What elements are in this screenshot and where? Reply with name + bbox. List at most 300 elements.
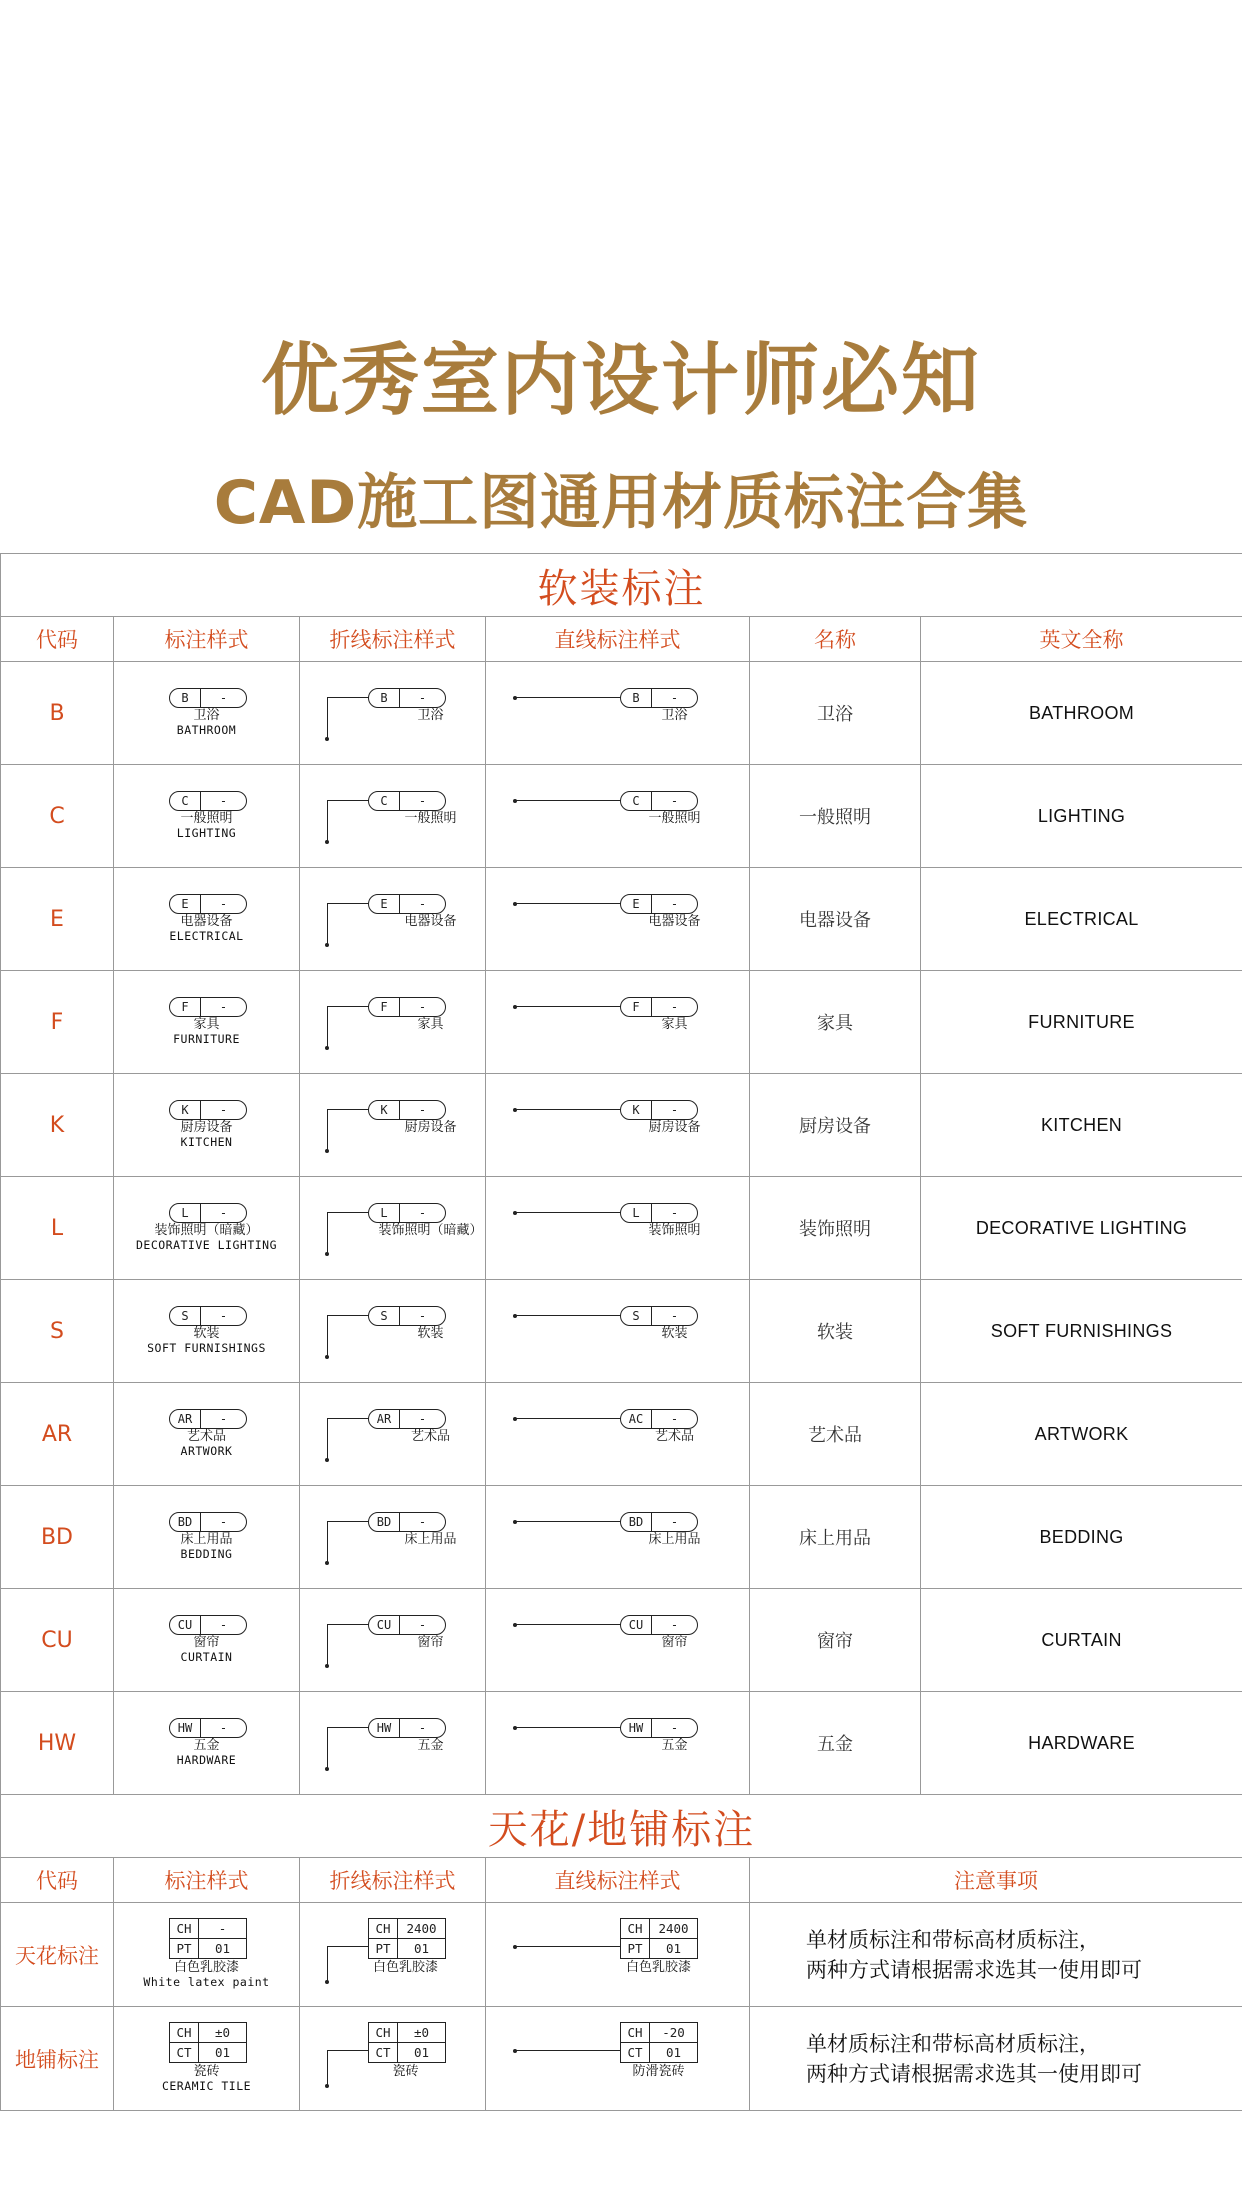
english-name-cell: BEDDING	[921, 1486, 1242, 1589]
tag-code: BD	[369, 1513, 400, 1531]
english-name-cell: FURNITURE	[921, 971, 1242, 1074]
tag-code: BD	[621, 1513, 652, 1531]
material-tag	[620, 1512, 698, 1532]
tag-value: -	[219, 1103, 228, 1117]
leader-line-horizontal	[327, 1006, 369, 1007]
note-line-1: 单材质标注和带标高材质标注，	[806, 1927, 1100, 1952]
box-key: CH	[369, 1919, 398, 1938]
material-tag	[620, 997, 698, 1017]
tag-value: -	[670, 1309, 679, 1323]
leader-dot	[325, 1252, 329, 1256]
straight-label: 卫浴	[661, 708, 688, 723]
material-tag	[368, 997, 446, 1017]
leader-dot	[325, 943, 329, 947]
english-name-cell: ELECTRICAL	[921, 868, 1242, 971]
notes-cell	[750, 2007, 1242, 2111]
table-row	[1, 1383, 1242, 1486]
fold-label: 电器设备	[404, 914, 457, 929]
header-code: 代码	[1, 1858, 114, 1903]
code-cell: F	[1, 971, 114, 1074]
box-key: CT	[170, 2043, 199, 2062]
fold-label: 卫浴	[417, 708, 444, 723]
material-tag	[368, 1203, 446, 1223]
tag-code: L	[170, 1204, 201, 1222]
tag-code: C	[170, 792, 201, 810]
box-key: CH	[369, 2023, 398, 2042]
straight-style-cell	[486, 1486, 750, 1589]
tag-value: -	[418, 1412, 427, 1426]
english-name-cell: KITCHEN	[921, 1074, 1242, 1177]
tag-code: B	[621, 689, 652, 707]
box-label-en: White latex paint	[143, 1975, 270, 1989]
box-key: CH	[170, 2023, 199, 2042]
tag-label-cn: 厨房设备	[180, 1120, 233, 1135]
tag-style-cell	[114, 1383, 300, 1486]
tag-value: -	[418, 1515, 427, 1529]
name-cell: 软装	[750, 1280, 921, 1383]
straight-label: 床上用品	[648, 1532, 701, 1547]
header-name: 名称	[750, 617, 921, 662]
leader-line-vertical	[327, 1315, 328, 1357]
fold-label: 瓷砖	[392, 2064, 419, 2079]
tag-value: -	[418, 1000, 427, 1014]
page-title: 优秀室内设计师必知	[260, 336, 981, 426]
straight-style-cell	[486, 765, 750, 868]
leader-line-horizontal	[327, 697, 369, 698]
tag-value: -	[219, 794, 228, 808]
tag-style-cell	[114, 1903, 300, 2007]
tag-label-en: BEDDING	[180, 1547, 233, 1561]
leader-line-vertical	[327, 1006, 328, 1048]
tag-style-cell	[114, 868, 300, 971]
leader-dot	[325, 737, 329, 741]
box-key: PT	[369, 1939, 398, 1958]
leader-dot	[325, 840, 329, 844]
box-value: 01	[413, 1941, 430, 1956]
material-tag	[368, 1409, 446, 1429]
fold-style-cell	[300, 1383, 486, 1486]
tag-style-cell	[114, 2007, 300, 2111]
tag-code: AC	[621, 1410, 652, 1428]
tag-label-en: FURNITURE	[173, 1032, 240, 1046]
box-value: ±0	[214, 2025, 231, 2040]
box-label-cn: 瓷砖	[193, 2064, 220, 2079]
tag-style-cell	[114, 1177, 300, 1280]
name-cell: 窗帘	[750, 1589, 921, 1692]
leader-dot	[325, 1046, 329, 1050]
material-tag	[620, 1409, 698, 1429]
table-row	[1, 868, 1242, 971]
tag-code: F	[621, 998, 652, 1016]
note-line-2: 两种方式请根据需求选其一使用即可	[806, 2061, 1142, 2086]
tag-code: HW	[621, 1719, 652, 1737]
fold-style-cell	[300, 1177, 486, 1280]
material-tag	[169, 1409, 247, 1429]
box-label-en: CERAMIC TILE	[161, 2079, 252, 2093]
english-name-cell: ARTWORK	[921, 1383, 1242, 1486]
header-notes: 注意事项	[750, 1858, 1242, 1903]
tag-value: -	[670, 1206, 679, 1220]
code-cell: E	[1, 868, 114, 971]
leader-line-horizontal	[327, 1624, 369, 1625]
tag-value: -	[219, 1206, 228, 1220]
table-row	[1, 1903, 1242, 2007]
english-name-cell: BATHROOM	[921, 662, 1242, 765]
table-row	[1, 1692, 1242, 1795]
tag-label-en: KITCHEN	[180, 1135, 233, 1149]
material-box	[620, 1918, 698, 1959]
tag-value: -	[670, 1000, 679, 1014]
tag-label-cn: 窗帘	[193, 1635, 220, 1650]
name-cell: 床上用品	[750, 1486, 921, 1589]
fold-label: 一般照明	[404, 811, 457, 826]
leader-line-horizontal	[327, 1521, 369, 1522]
table-row	[1, 662, 1242, 765]
material-tag	[169, 1512, 247, 1532]
table-row	[1, 1280, 1242, 1383]
material-box	[620, 2022, 698, 2063]
tag-value: -	[418, 1309, 427, 1323]
material-tag	[368, 1718, 446, 1738]
section-title-ceiling-floor: 天花/地铺标注	[1, 1795, 1242, 1858]
table-row	[1, 1589, 1242, 1692]
tag-code: L	[369, 1204, 400, 1222]
tag-value: -	[219, 1618, 228, 1632]
leader-line-vertical	[327, 697, 328, 739]
leader-dot	[325, 1458, 329, 1462]
leader-line-vertical	[327, 1624, 328, 1666]
material-tag	[368, 1512, 446, 1532]
straight-label: 五金	[661, 1738, 688, 1753]
leader-line-horizontal	[515, 1727, 621, 1728]
leader-line-horizontal	[515, 903, 621, 904]
fold-label: 软装	[417, 1326, 444, 1341]
leader-line-horizontal	[327, 903, 369, 904]
tag-code: CU	[170, 1616, 201, 1634]
code-cell: L	[1, 1177, 114, 1280]
fold-style-cell	[300, 765, 486, 868]
tag-value: -	[219, 1000, 228, 1014]
tag-label-en: HARDWARE	[176, 1753, 237, 1767]
table-row	[1, 1074, 1242, 1177]
tag-value: -	[670, 691, 679, 705]
straight-style-cell	[486, 1589, 750, 1692]
tag-label-cn: 一般照明	[180, 811, 233, 826]
straight-label: 防滑瓷砖	[632, 2064, 685, 2079]
tag-code: AR	[369, 1410, 400, 1428]
fold-label: 厨房设备	[404, 1120, 457, 1135]
material-tag	[169, 894, 247, 914]
tag-code: K	[170, 1101, 201, 1119]
code-cell: 地铺标注	[1, 2007, 114, 2111]
material-tag	[620, 1718, 698, 1738]
box-value: 01	[665, 1941, 682, 1956]
tag-label-cn: 艺术品	[186, 1429, 226, 1444]
tag-value: -	[670, 1515, 679, 1529]
material-tag	[368, 688, 446, 708]
tag-code: HW	[369, 1719, 400, 1737]
table-row	[1, 2007, 1242, 2111]
tag-value: -	[219, 691, 228, 705]
code-cell: C	[1, 765, 114, 868]
header-straight-style: 直线标注样式	[486, 617, 750, 662]
tag-label-cn: 电器设备	[180, 914, 233, 929]
box-key: PT	[170, 1939, 199, 1958]
fold-label: 家具	[417, 1017, 444, 1032]
tag-label-en: LIGHTING	[176, 826, 237, 840]
box-key: CH	[621, 2023, 650, 2042]
straight-label: 家具	[661, 1017, 688, 1032]
note-line-2: 两种方式请根据需求选其一使用即可	[806, 1957, 1142, 1982]
straight-style-cell	[486, 2007, 750, 2111]
straight-style-cell	[486, 1177, 750, 1280]
tag-code: F	[170, 998, 201, 1016]
straight-style-cell	[486, 1280, 750, 1383]
box-label-cn: 白色乳胶漆	[173, 1960, 239, 1975]
tag-style-cell	[114, 1589, 300, 1692]
tag-value: -	[418, 691, 427, 705]
name-cell: 家具	[750, 971, 921, 1074]
tag-code: S	[369, 1307, 400, 1325]
material-tag	[620, 1203, 698, 1223]
tag-label-en: DECORATIVE LIGHTING	[135, 1238, 278, 1252]
box-value: -	[218, 1921, 227, 1936]
name-cell: 五金	[750, 1692, 921, 1795]
leader-line-horizontal	[327, 2050, 369, 2051]
material-tag	[169, 1718, 247, 1738]
box-value: 01	[413, 2045, 430, 2060]
tag-code: S	[170, 1307, 201, 1325]
fold-style-cell	[300, 868, 486, 971]
leader-dot	[325, 2084, 329, 2088]
leader-line-horizontal	[327, 1946, 369, 1947]
material-tag	[368, 1100, 446, 1120]
straight-label: 软装	[661, 1326, 688, 1341]
leader-line-horizontal	[515, 697, 621, 698]
name-cell: 电器设备	[750, 868, 921, 971]
name-cell: 装饰照明	[750, 1177, 921, 1280]
tag-code: S	[621, 1307, 652, 1325]
english-name-cell: CURTAIN	[921, 1589, 1242, 1692]
box-key: PT	[621, 1939, 650, 1958]
straight-style-cell	[486, 1692, 750, 1795]
table-header-row	[1, 1858, 1242, 1903]
material-tag	[368, 894, 446, 914]
tag-value: -	[219, 1515, 228, 1529]
leader-line-horizontal	[327, 1109, 369, 1110]
tag-value: -	[219, 1721, 228, 1735]
tag-code: CU	[621, 1616, 652, 1634]
tag-style-cell	[114, 971, 300, 1074]
straight-style-cell	[486, 662, 750, 765]
straight-style-cell	[486, 1074, 750, 1177]
material-tag	[368, 791, 446, 811]
straight-style-cell	[486, 1383, 750, 1486]
header-fold-style: 折线标注样式	[300, 617, 486, 662]
fold-style-cell	[300, 662, 486, 765]
straight-label: 一般照明	[648, 811, 701, 826]
material-tag	[169, 791, 247, 811]
tag-value: -	[418, 1721, 427, 1735]
straight-style-cell	[486, 1903, 750, 2007]
table-header-row	[1, 617, 1242, 662]
tag-value: -	[670, 1412, 679, 1426]
leader-line-horizontal	[515, 1946, 621, 1947]
tag-value: -	[670, 794, 679, 808]
section-title-soft: 软装标注	[1, 554, 1242, 617]
material-box	[169, 1918, 247, 1959]
box-value: 01	[665, 2045, 682, 2060]
name-cell: 艺术品	[750, 1383, 921, 1486]
tag-value: -	[670, 897, 679, 911]
tag-code: HW	[170, 1719, 201, 1737]
straight-style-cell	[486, 971, 750, 1074]
box-key: CT	[369, 2043, 398, 2062]
straight-style-cell	[486, 868, 750, 971]
straight-label: 白色乳胶漆	[625, 1960, 691, 1975]
tag-code: BD	[170, 1513, 201, 1531]
material-box	[169, 2022, 247, 2063]
straight-label: 厨房设备	[648, 1120, 701, 1135]
tag-value: -	[418, 897, 427, 911]
leader-line-vertical	[327, 1727, 328, 1769]
leader-line-horizontal	[515, 1109, 621, 1110]
tag-code: E	[170, 895, 201, 913]
tag-value: -	[219, 1412, 228, 1426]
material-box	[368, 2022, 446, 2063]
fold-label: 窗帘	[417, 1635, 444, 1650]
table-row	[1, 971, 1242, 1074]
leader-line-vertical	[327, 1212, 328, 1254]
code-cell: 天花标注	[1, 1903, 114, 2007]
name-cell: 厨房设备	[750, 1074, 921, 1177]
tag-code: F	[369, 998, 400, 1016]
leader-line-vertical	[327, 1521, 328, 1563]
material-tag	[620, 1615, 698, 1635]
leader-line-horizontal	[515, 800, 621, 801]
ceiling-floor-table	[0, 1794, 1242, 2111]
tag-style-cell	[114, 1074, 300, 1177]
note-line-1: 单材质标注和带标高材质标注，	[806, 2031, 1100, 2056]
fold-label: 艺术品	[410, 1429, 450, 1444]
tag-code: AR	[170, 1410, 201, 1428]
box-value: 01	[214, 2045, 231, 2060]
material-tag	[169, 1306, 247, 1326]
page-subtitle: CAD施工图通用材质标注合集	[213, 468, 1029, 538]
tag-value: -	[219, 897, 228, 911]
tag-label-cn: 装饰照明（暗藏）	[154, 1223, 259, 1238]
material-box	[368, 1918, 446, 1959]
straight-label: 窗帘	[661, 1635, 688, 1650]
code-cell: BD	[1, 1486, 114, 1589]
leader-line-horizontal	[515, 1624, 621, 1625]
fold-label: 床上用品	[404, 1532, 457, 1547]
material-tag	[620, 791, 698, 811]
fold-style-cell	[300, 2007, 486, 2111]
leader-line-horizontal	[515, 1418, 621, 1419]
fold-style-cell	[300, 1074, 486, 1177]
material-tag	[368, 1615, 446, 1635]
leader-line-horizontal	[327, 1212, 369, 1213]
fold-style-cell	[300, 1903, 486, 2007]
material-tag	[620, 894, 698, 914]
leader-line-horizontal	[327, 800, 369, 801]
code-cell: CU	[1, 1589, 114, 1692]
leader-dot	[325, 1561, 329, 1565]
fold-style-cell	[300, 1486, 486, 1589]
header-straight-style: 直线标注样式	[486, 1858, 750, 1903]
box-value: 01	[214, 1941, 231, 1956]
straight-label: 装饰照明	[648, 1223, 701, 1238]
table-row	[1, 1486, 1242, 1589]
notes-cell	[750, 1903, 1242, 2007]
fold-style-cell	[300, 1589, 486, 1692]
tag-code: E	[369, 895, 400, 913]
leader-dot	[325, 1355, 329, 1359]
leader-line-vertical	[327, 1418, 328, 1460]
leader-dot	[325, 1664, 329, 1668]
tag-label-cn: 五金	[193, 1738, 220, 1753]
fold-style-cell	[300, 1692, 486, 1795]
box-value: ±0	[413, 2025, 430, 2040]
tag-style-cell	[114, 765, 300, 868]
tag-label-en: CURTAIN	[180, 1650, 233, 1664]
tag-value: -	[219, 1309, 228, 1323]
tag-label-en: ELECTRICAL	[169, 929, 244, 943]
material-tag	[620, 1100, 698, 1120]
material-tag	[620, 688, 698, 708]
tag-code: B	[170, 689, 201, 707]
leader-line-horizontal	[515, 2050, 621, 2051]
english-name-cell: DECORATIVE LIGHTING	[921, 1177, 1242, 1280]
leader-dot	[325, 1980, 329, 1984]
box-key: CT	[621, 2043, 650, 2062]
tag-value: -	[670, 1618, 679, 1632]
leader-line-horizontal	[515, 1521, 621, 1522]
code-cell: S	[1, 1280, 114, 1383]
tag-label-cn: 卫浴	[193, 708, 220, 723]
tag-label-en: ARTWORK	[180, 1444, 233, 1458]
header-english: 英文全称	[921, 617, 1242, 662]
box-value: -20	[662, 2025, 685, 2040]
box-value: 2400	[658, 1921, 689, 1936]
tag-style-cell	[114, 662, 300, 765]
code-cell: K	[1, 1074, 114, 1177]
annotation-table-wrapper	[0, 553, 1242, 2111]
tag-code: L	[621, 1204, 652, 1222]
tag-code: K	[369, 1101, 400, 1119]
box-key: CH	[621, 1919, 650, 1938]
material-tag	[169, 1100, 247, 1120]
tag-value: -	[418, 794, 427, 808]
tag-value: -	[418, 1618, 427, 1632]
tag-value: -	[670, 1721, 679, 1735]
fold-label: 五金	[417, 1738, 444, 1753]
header-code: 代码	[1, 617, 114, 662]
leader-line-vertical	[327, 903, 328, 945]
tag-code: E	[621, 895, 652, 913]
code-cell: AR	[1, 1383, 114, 1486]
fold-style-cell	[300, 971, 486, 1074]
leader-line-horizontal	[327, 1315, 369, 1316]
table-row	[1, 1177, 1242, 1280]
leader-line-horizontal	[327, 1418, 369, 1419]
tag-value: -	[670, 1103, 679, 1117]
header-tag-style: 标注样式	[114, 1858, 300, 1903]
material-tag	[169, 688, 247, 708]
tag-label-cn: 家具	[193, 1017, 220, 1032]
tag-code: C	[621, 792, 652, 810]
